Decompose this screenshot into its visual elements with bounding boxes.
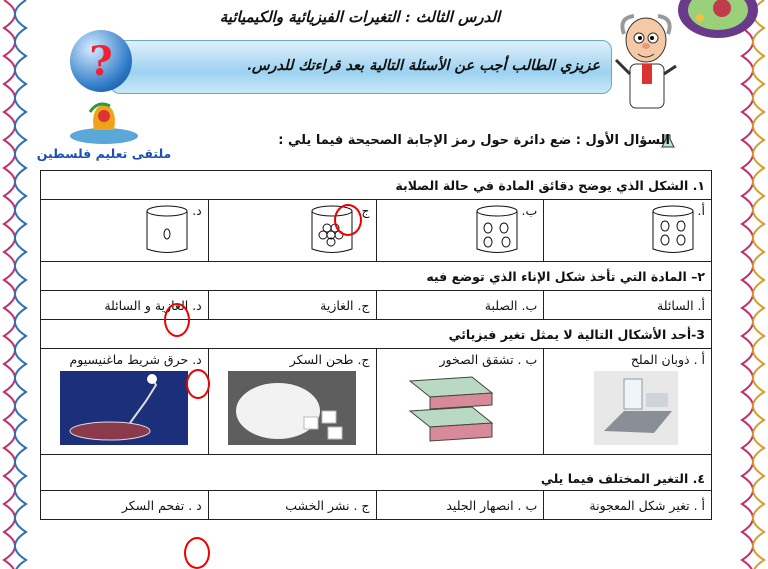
question-3-text: 3-أحد الأشكال التالية لا يمثل تغير فيزيائي [41,320,712,349]
option-1b[interactable]: ب. [376,200,544,262]
question-4-text: ٤. التغير المختلف فيما يلي [41,455,712,491]
magnesium-burning-image [60,371,188,445]
lesson-title: الدرس الثالث : التغيرات الفيزيائية والكيميائية [219,8,501,26]
dna-border-right [738,0,768,569]
cracking-rocks-image [396,371,524,445]
question-mark-icon: ? [70,30,132,92]
option-3b[interactable]: ب . تشقق الصخور [376,349,544,455]
option-4d[interactable]: د . تفحم السكر [41,491,209,520]
answer-circle-q4 [184,537,210,569]
banner-text: عزيزي الطالب أجب عن الأسئلة التالية بعد قراءتك للدرس. [246,57,600,74]
liquid-particles-icon [142,204,192,256]
option-1c[interactable]: ج. [208,200,376,262]
question-1-text: ١. الشكل الذي يوضح دقائق المادة في حالة الصلابة [41,171,712,200]
dissolving-salt-image [564,371,692,445]
cell-image [670,0,760,42]
logo-emblem-icon [34,98,174,148]
logo-text: ملتقى تعليم فلسطين [36,146,172,161]
option-4a[interactable]: أ . تغير شكل المعجونة [544,491,712,520]
dna-border-left [0,0,30,569]
sugar-image [228,371,356,445]
spread-particles-icon [472,204,522,256]
option-3a[interactable]: أ . ذوبان الملح [544,349,712,455]
option-2d[interactable]: د. الغازية و السائلة [41,291,209,320]
option-2a[interactable]: أ. السائلة [544,291,712,320]
questions-table [40,170,712,520]
option-4c[interactable]: ج . نشر الخشب [208,491,376,520]
solid-particles-icon [648,204,698,256]
answer-circle-q1 [334,204,362,236]
option-2b[interactable]: ب. الصلبة [376,291,544,320]
question-2-text: ٢– المادة التي تأخذ شكل الإناء الذي توضع فيه [41,262,712,291]
answer-circle-q3 [186,369,210,399]
logo [34,98,174,170]
answer-circle-q2 [164,303,190,337]
option-4b[interactable]: ب . انصهار الجليد [376,491,544,520]
professor-icon [612,10,682,120]
option-3c[interactable]: ج. طحن السكر [208,349,376,455]
option-3d[interactable]: د. حرق شريط ماغنيسيوم [41,349,209,455]
option-1a[interactable]: أ. [544,200,712,262]
option-2c[interactable]: ج. الغازية [208,291,376,320]
section-title: السؤال الأول : ضع دائرة حول رمز الإجابة الصحيحة فيما يلي : [278,133,670,148]
option-1d[interactable]: د. [41,200,209,262]
